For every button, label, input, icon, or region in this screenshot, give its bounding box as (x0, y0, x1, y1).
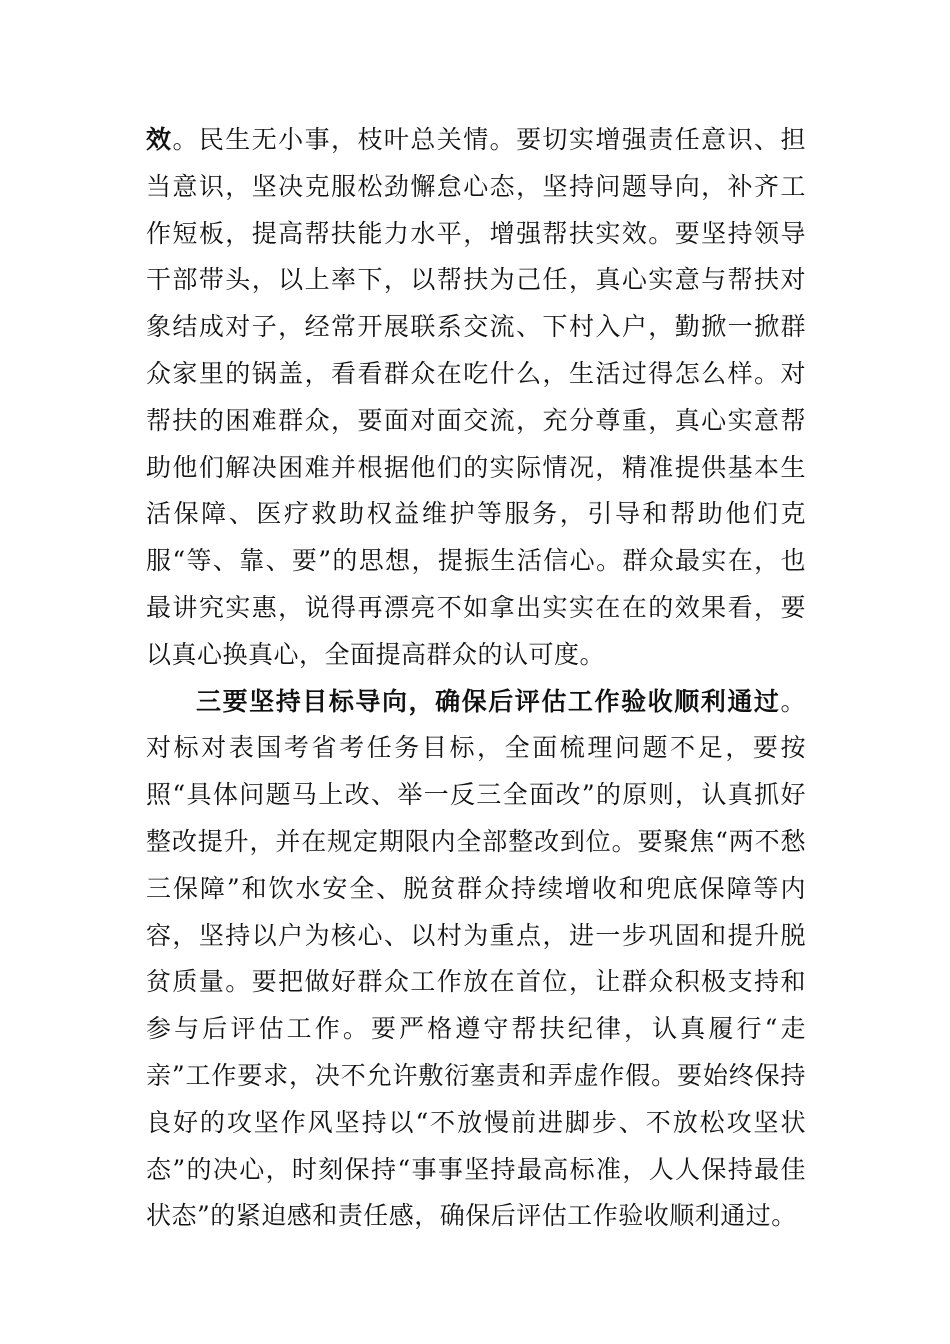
section-heading-three: 三要坚持目标导向，确保后评估工作验收顺利通过 (196, 686, 781, 716)
paragraph-continuation (146, 117, 806, 679)
paragraph-body: 。对标对表国考省考任务目标，全面梳理问题不足，要按照“具体问题马上改、举一反三全面改”的原则，认真抓好整改提升，并在规定期限内全部整改到位。要聚焦“两不愁三保障”和饮水安全、脱贫群众持续增收和兜底保障等内容，坚持以户为核心、以村为重点，进一步巩固和提升脱贫质量。要把做好群众工作放在首位，让群众积极支持和参与后评估工作。要严格遵守帮扶纪律，认真履行“走亲”工作要求，决不允许敷衍塞责和弄虚作假。要始终保持良好的攻坚作风坚持以“不放慢前进脚步、不放松攻坚状态”的决心，时刻保持“事事坚持最高标准，人人保持最佳状态”的紧迫感和责任感，确保后评估工作验收顺利通过。 (146, 686, 806, 1231)
paragraph-body: 。民生无小事，枝叶总关情。要切实增强责任意识、担当意识，坚决克服松劲懈怠心态，坚持问题导向，补齐工作短板，提高帮扶能力水平，增强帮扶实效。要坚持领导干部带头，以上率下，以帮扶为己任，真心实意与帮扶对象结成对子，经常开展联系交流、下村入户，勤掀一掀群众家里的锅盖，看看群众在吃什么，生活过得怎么样。对帮扶的困难群众，要面对面交流，充分尊重，真心实意帮助他们解决困难并根据他们的实际情况，精准提供基本生活保障、医疗救助权益维护等服务，引导和帮助他们克服“等、靠、要”的思想，提振生活信心。群众最实在，也最讲究实惠，说得再漂亮不如拿出实实在在的效果看，要以真心换真心，全面提高群众的认可度。 (146, 125, 806, 669)
document-page (146, 117, 806, 1240)
paragraph-lead-bold: 效 (146, 125, 173, 154)
paragraph-section-three (146, 679, 806, 1241)
